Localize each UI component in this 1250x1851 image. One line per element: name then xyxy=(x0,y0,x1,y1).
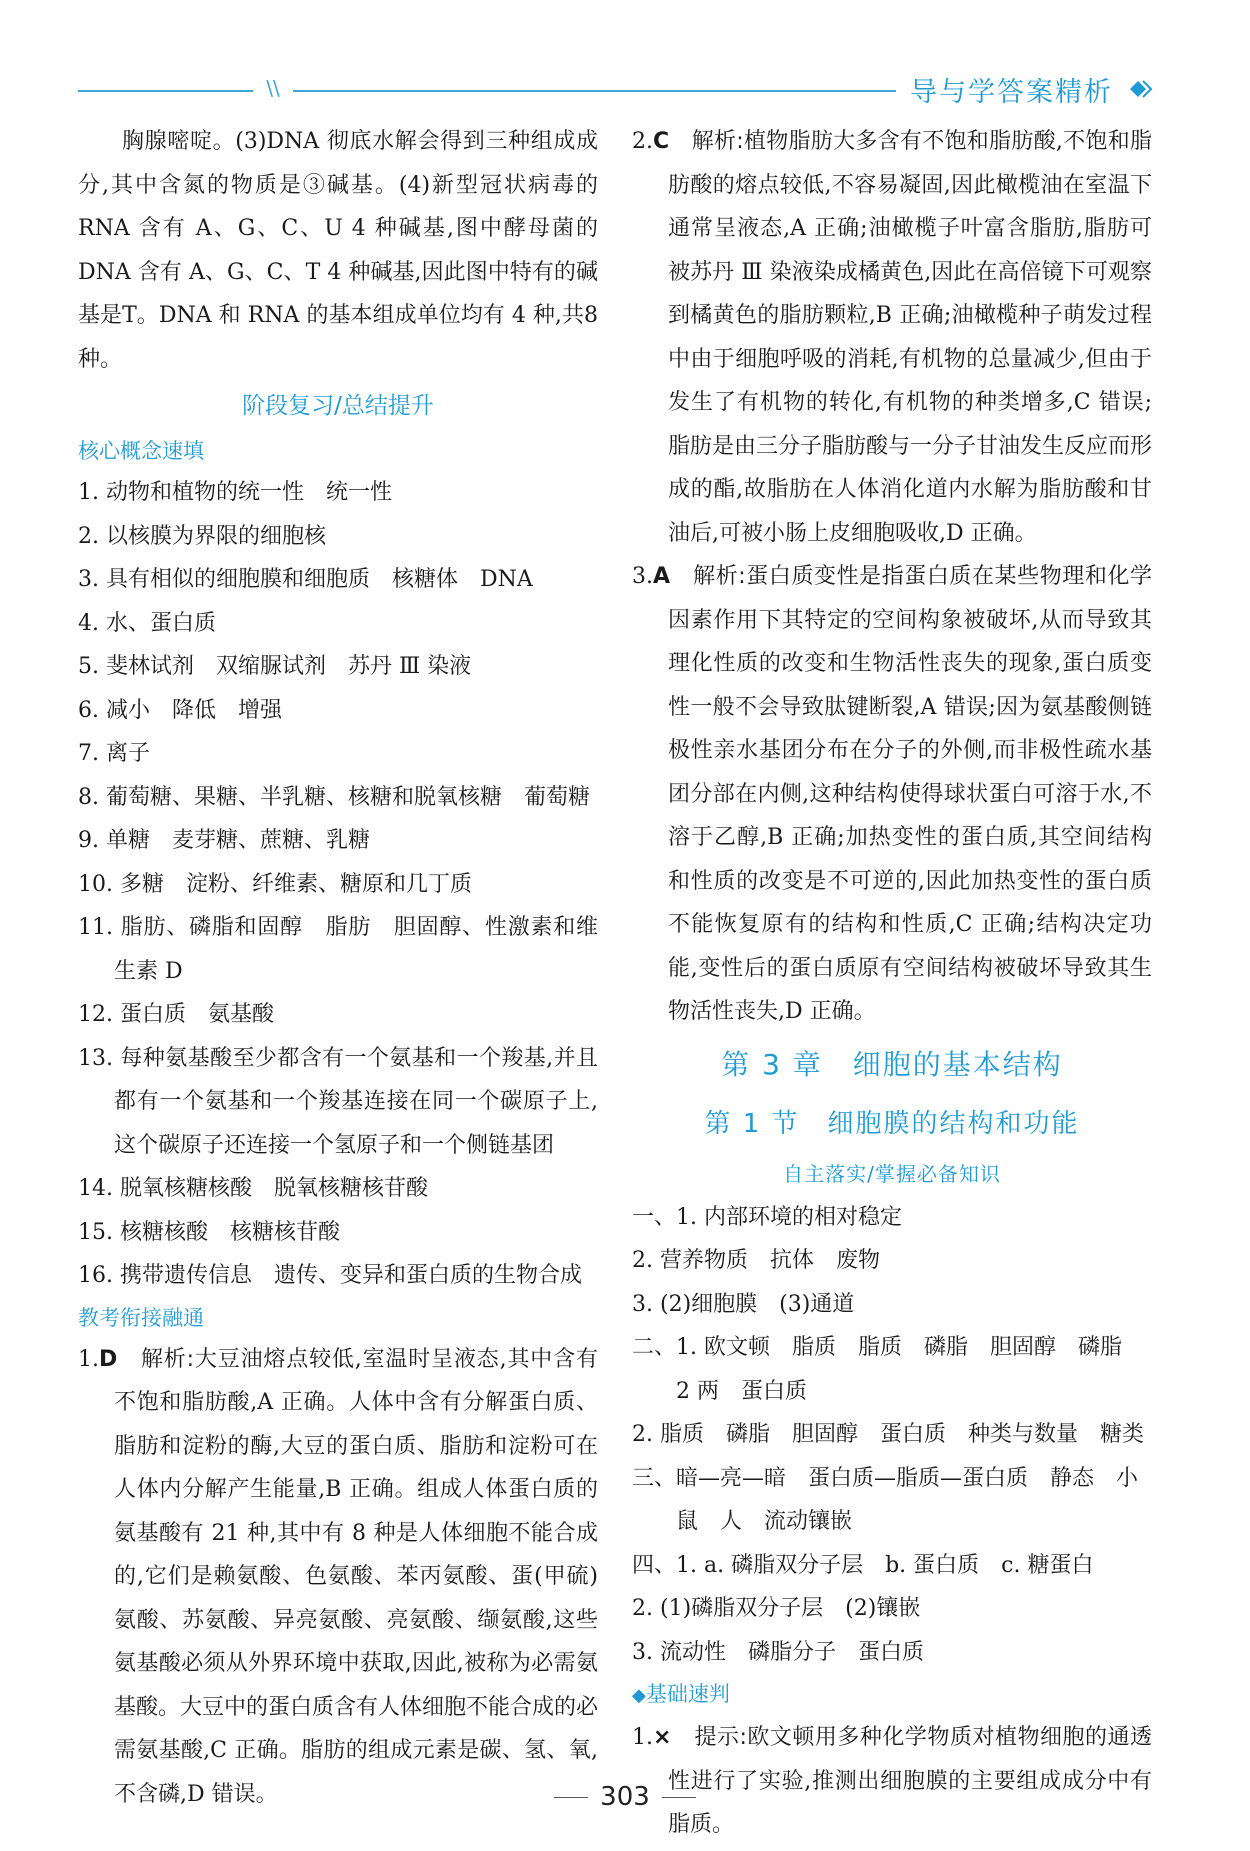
question-2-answer xyxy=(632,120,1152,555)
explain-label: 解析: xyxy=(693,564,746,589)
question-number: 2. xyxy=(632,129,653,154)
question-number: 3. xyxy=(632,564,653,589)
intro-paragraph: 胸腺嘧啶。(3)DNA 彻底水解会得到三种组成成分,其中含氮的物质是③碱基。(4)新型冠状病毒的RNA 含有 A、G、C、U 4 种碱基,图中酵母菌的 DNA 含有 A、G、C、T 4 种碱基,因此图中特有的碱基是T。DNA 和 RNA 的基本组成单位均有 4 种,共8 种。 xyxy=(78,129,598,372)
page-number-value: 303 xyxy=(600,1782,650,1812)
list-item: 2. (1)磷脂双分子层 (2)镶嵌 xyxy=(632,1596,921,1621)
answer-letter: C xyxy=(653,129,670,154)
list-item: 二、1. 欧文顿 脂质 脂质 磷脂 胆固醇 磷脂 2 两 蛋白质 xyxy=(632,1335,1145,1404)
question-number: 1. xyxy=(78,1346,99,1372)
judge-heading-text: 基础速判 xyxy=(645,1682,730,1706)
list-item: 3. (2)细胞膜 (3)通道 xyxy=(632,1291,855,1317)
list-item: 3. 流动性 磷脂分子 蛋白质 xyxy=(632,1639,924,1665)
review-title: 阶段复习/总结提升 xyxy=(242,393,434,419)
list-item: 9. 单糖 麦芽糖、蔗糖、乳糖 xyxy=(78,828,370,853)
list-item: 5. 斐林试剂 双缩脲试剂 苏丹 Ⅲ 染液 xyxy=(78,654,472,679)
list-item: 14. 脱氧核糖核酸 脱氧核糖核苷酸 xyxy=(78,1176,428,1201)
list-item: 4. 水、蛋白质 xyxy=(78,610,216,636)
chapter-title: 第 3 章 细胞的基本结构 xyxy=(721,1047,1063,1081)
list-item: 10. 多糖 淀粉、纤维素、糖原和几丁质 xyxy=(78,871,472,897)
answer-mark: × xyxy=(653,1725,672,1750)
header-slash-mark: \\ xyxy=(253,74,293,102)
hint-text: 欧文顿用多种化学物质对植物细胞的通透性进行了实验,推测出细胞膜的主要组成成分中有脂质。 xyxy=(668,1725,1152,1837)
question-1-answer xyxy=(78,1338,598,1817)
list-item: 15. 核糖核酸 核糖核苷酸 xyxy=(78,1219,340,1245)
knowledge-list xyxy=(632,1196,1152,1675)
section-title: 第 1 节 细胞膜的结构和功能 xyxy=(704,1108,1080,1139)
answer-letter: A xyxy=(653,564,671,589)
core-heading: 核心概念速填 xyxy=(78,439,204,463)
explain-label: 解析: xyxy=(691,129,744,154)
explain-text: 蛋白质变性是指蛋白质在某些物理和化学因素作用下其特定的空间构象被破坏,从而导致其理化性质的改变和生物活性丧失的现象,蛋白质变性一般不会导致肽键断裂,A 错误;因为氨基酸侧链极性亲水基团分布在分子的外侧,而非极性疏水基团分部在内侧,这种结构使得球状蛋白可溶于水,不溶于乙醇,B 正确;加热变性的蛋白质,其空间结构和性质的改变是不可逆的,因此加热变性的蛋白质不能恢复原有的结构和性质,C 正确;结构决定功能,变性后的蛋白质原有空间结构被破坏导致其生物活性丧失,D 正确。 xyxy=(668,564,1152,1024)
list-item: 11. 脂肪、磷脂和固醇 脂肪 胆固醇、性激素和维生素 D xyxy=(78,915,598,984)
question-3-answer xyxy=(632,555,1152,1034)
question-number: 1. xyxy=(632,1725,653,1750)
header-title: 导与学答案精析 xyxy=(910,77,1113,108)
list-item: 16. 携带遗传信息 遗传、变异和蛋白质的生物合成 xyxy=(78,1263,582,1288)
explain-text: 大豆油熔点较低,室温时呈液态,其中含有不饱和脂肪酸,A 正确。人体中含有分解蛋白质、脂肪和淀粉的酶,大豆的蛋白质、脂肪和淀粉可在人体内分解产生能量,B 正确。组成人体蛋白质的氨基酸有 21 种,其中有 8 种是人体细胞不能合成的,它们是赖氨酸、色氨酸、苯丙氨酸、蛋(甲硫)氨酸、苏氨酸、异亮氨酸、亮氨酸、缬氨酸,这些氨基酸必须从外界环境中获取,因此,被称为必需氨基酸。大豆中的蛋白质含有人体细胞不能合成的必需氨基酸,C 正确。脂肪的组成元素是碳、氢、氧,不含磷,D 错误。 xyxy=(114,1346,599,1807)
header-rule xyxy=(78,90,896,92)
explain-text: 植物脂肪大多含有不饱和脂肪酸,不饱和脂肪酸的熔点较低,不容易凝固,因此橄榄油在室温下通常呈液态,A 正确;油橄榄子叶富含脂肪,脂肪可被苏丹 Ⅲ 染液染成橘黄色,因此在高倍镜下可观察到橘黄色的脂肪颗粒,B 正确;油橄榄种子萌发过程中由于细胞呼吸的消耗,有机物的总量减少,但由于发生了有机物的转化,有机物的种类增多,C 错误;脂肪是由三分子脂肪酸与一分子甘油发生反应而形成的酯,故脂肪在人体消化道内水解为脂肪酸和甘油后,可被小肠上皮细胞吸收,D 正确。 xyxy=(668,129,1153,546)
page-number xyxy=(0,1782,1250,1812)
diamond-bullet-icon: ◆ xyxy=(632,1685,646,1706)
exam-heading: 教考衔接融通 xyxy=(78,1305,204,1330)
list-item: 8. 葡萄糖、果糖、半乳糖、核糖和脱氧核糖 葡萄糖 xyxy=(78,784,590,810)
diamond-arrow-icon xyxy=(1128,77,1152,101)
list-item: 13. 每种氨基酸至少都含有一个氨基和一个羧基,并且都有一个氨基和一个羧基连接在同一个碳原子上,这个碳原子还连接一个氢原子和一个侧链基团 xyxy=(78,1045,598,1158)
list-item: 6. 减小 降低 增强 xyxy=(78,697,282,723)
list-item: 三、暗—亮—暗 蛋白质—脂质—蛋白质 静态 小鼠 人 流动镶嵌 xyxy=(632,1465,1139,1534)
list-item: 2. 脂质 磷脂 胆固醇 蛋白质 种类与数量 糖类 xyxy=(632,1422,1144,1447)
right-column xyxy=(632,120,1152,1847)
judge-heading xyxy=(632,1674,1152,1716)
list-item: 一、1. 内部环境的相对稳定 xyxy=(632,1204,902,1230)
sub-title: 自主落实/掌握必备知识 xyxy=(783,1161,1001,1186)
explain-label: 解析: xyxy=(140,1346,195,1372)
list-item: 3. 具有相似的细胞膜和细胞质 核糖体 DNA xyxy=(78,567,533,592)
page-number-dash-right xyxy=(662,1797,696,1798)
list-item: 1. 动物和植物的统一性 统一性 xyxy=(78,480,392,505)
page-number-dash-left xyxy=(554,1797,588,1798)
list-item: 2. 营养物质 抗体 废物 xyxy=(632,1248,880,1273)
list-item: 7. 离子 xyxy=(78,741,150,766)
core-list xyxy=(78,471,598,1298)
hint-label: 提示: xyxy=(694,1725,747,1750)
left-column xyxy=(78,120,598,1816)
list-item: 四、1. a. 磷脂双分子层 b. 蛋白质 c. 糖蛋白 xyxy=(632,1552,1094,1578)
answer-letter: D xyxy=(99,1346,118,1372)
page-header xyxy=(78,64,1170,114)
list-item: 12. 蛋白质 氨基酸 xyxy=(78,1002,274,1027)
list-item: 2. 以核膜为界限的细胞核 xyxy=(78,523,326,549)
